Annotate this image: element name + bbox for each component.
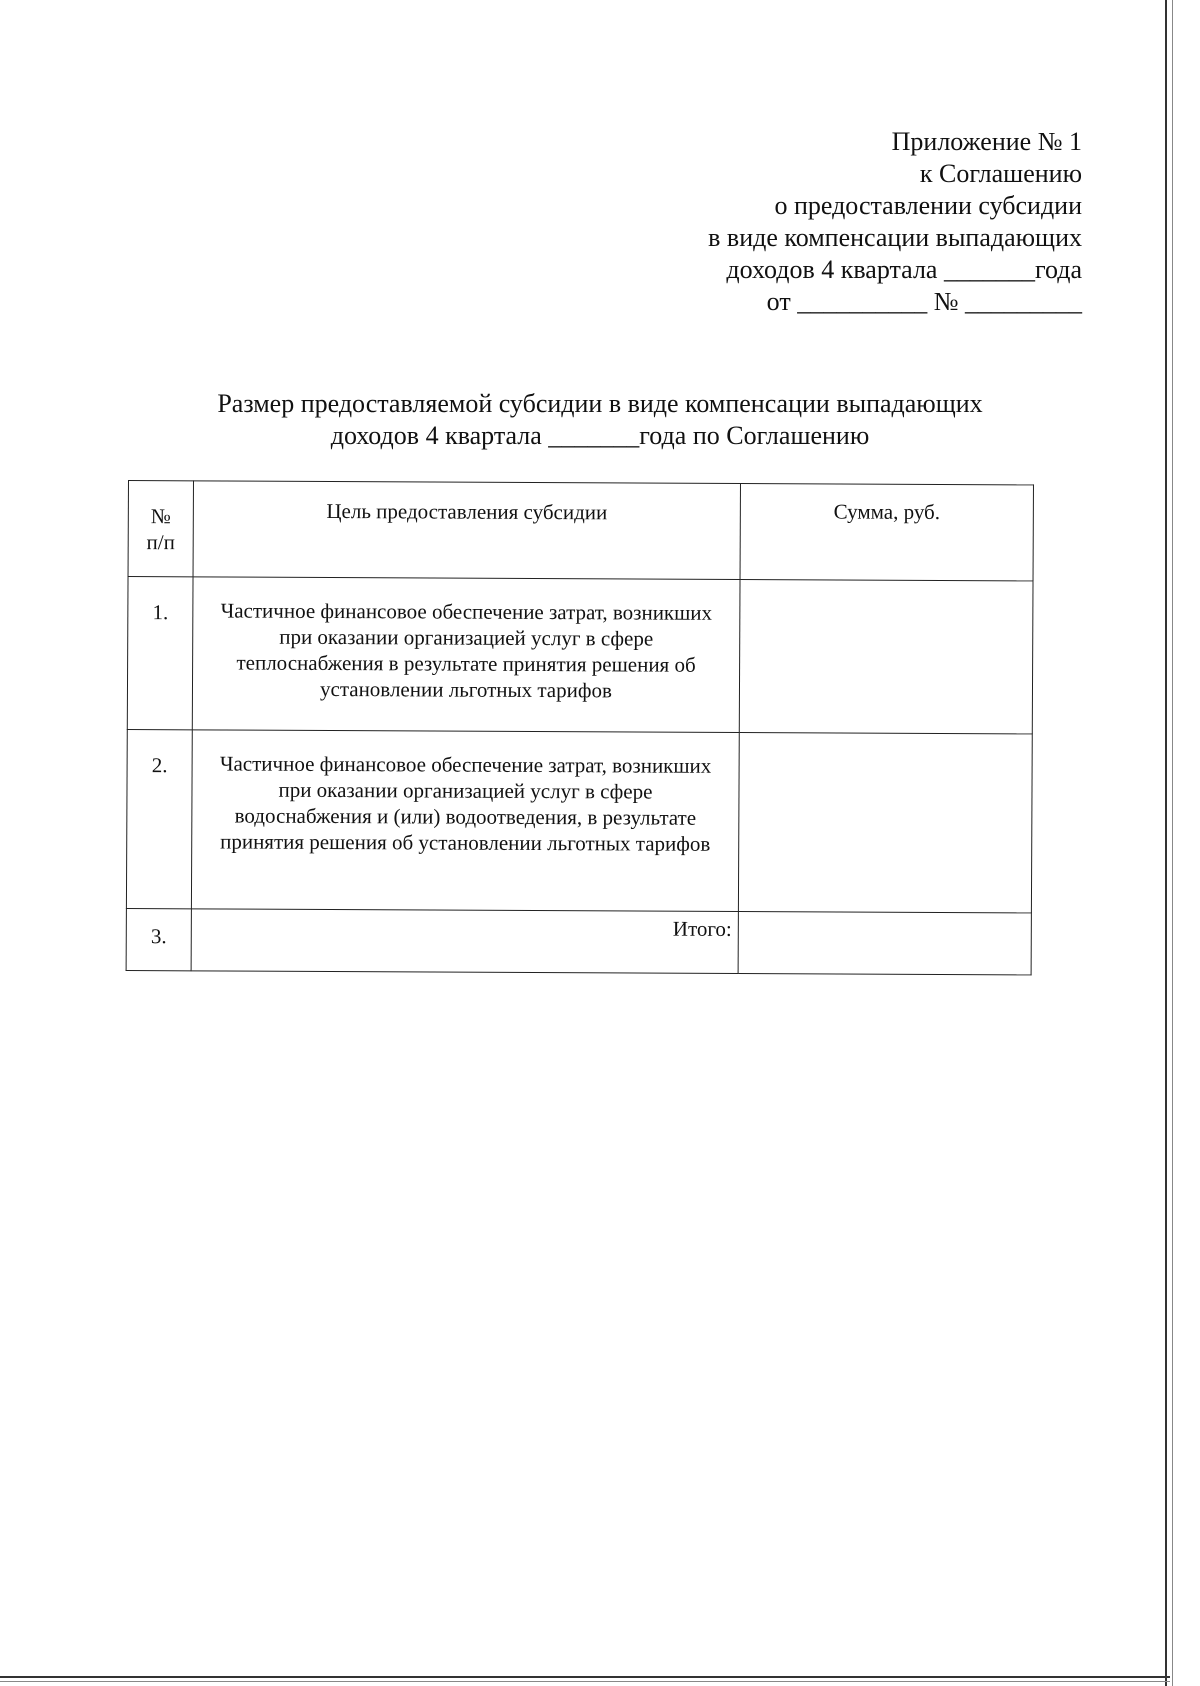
scan-edge-bottom-shadow [0, 1681, 1170, 1682]
appendix-line: о предоставлении субсидии [774, 191, 1082, 220]
appendix-header [708, 126, 1082, 318]
row-sum [738, 732, 1032, 912]
scan-edge-right-shadow [1172, 0, 1173, 1686]
header-sum: Сумма, руб. [740, 483, 1033, 580]
row-purpose: Частичное финансовое обеспечение затрат, возникших при оказании организацией услуг в сфере водоснабжения и (или) водоотведения, в результате принятия решения об установлении льготных тарифов [191, 730, 739, 912]
table-row [127, 577, 1033, 734]
title-line: Размер предоставляемой субсидии в виде компенсации выпадающих [217, 389, 983, 418]
header-number-symbol: № [150, 504, 171, 529]
row-sum [739, 579, 1033, 733]
scan-edge-bottom [0, 1676, 1170, 1678]
scan-edge-right [1165, 0, 1167, 1686]
header-number-abbr: п/п [146, 530, 175, 555]
appendix-line: Приложение № 1 [891, 127, 1082, 156]
row-number: 2. [126, 729, 192, 908]
total-number: 3. [126, 908, 191, 970]
header-number [128, 481, 193, 577]
title-line: доходов 4 квартала _______года по Соглашению [330, 421, 870, 450]
subsidy-table [126, 480, 1034, 975]
row-number: 1. [127, 577, 193, 730]
appendix-line: от __________ № _________ [766, 287, 1082, 316]
table-total-row [126, 908, 1031, 974]
appendix-line: к Соглашению [919, 159, 1082, 188]
header-purpose: Цель предоставления субсидии [193, 481, 740, 580]
appendix-line: в виде компенсации выпадающих [708, 223, 1082, 252]
total-label: Итого: [191, 909, 738, 974]
row-purpose: Частичное финансовое обеспечение затрат, возникших при оказании организацией услуг в сфере теплоснабжения в результате принятия решения об установлении льготных тарифов [192, 577, 740, 733]
appendix-line: доходов 4 квартала _______года [726, 255, 1082, 284]
total-sum [738, 911, 1031, 974]
table-header-row [128, 481, 1033, 581]
table-row [126, 729, 1032, 912]
document-title [160, 388, 1040, 452]
